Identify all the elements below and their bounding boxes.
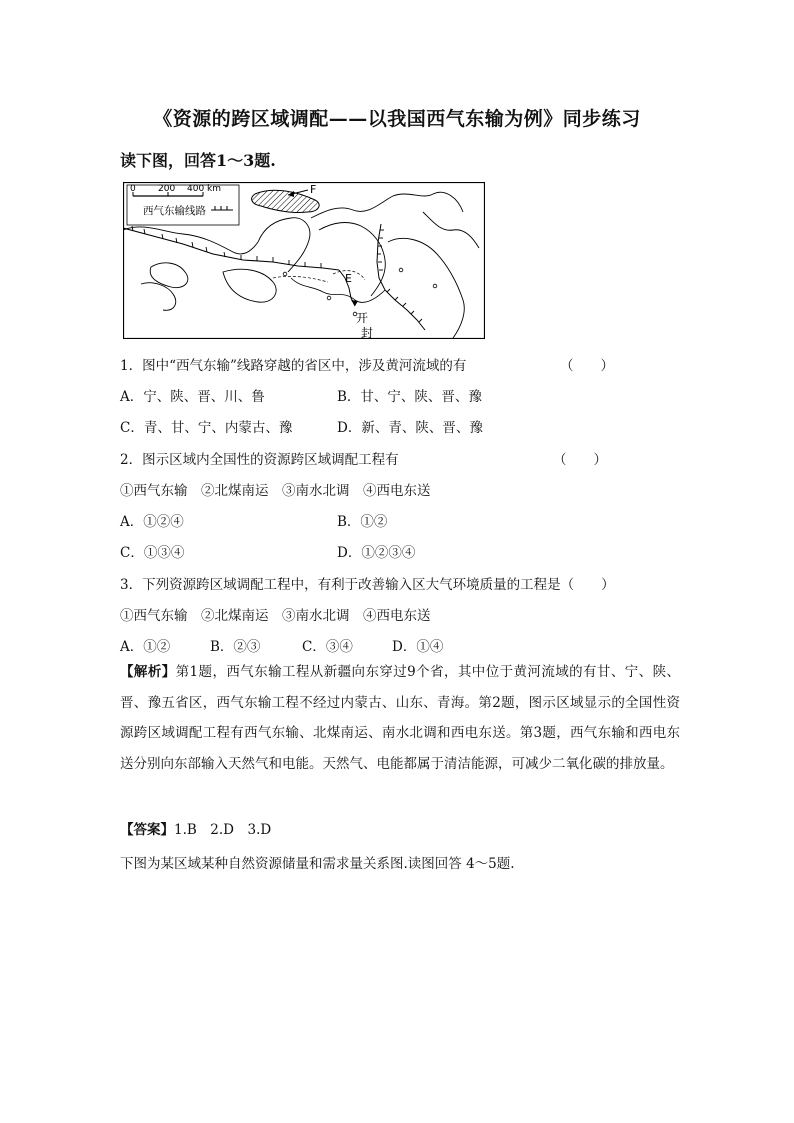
q1-stem: 1．图中“西气东输”线路穿越的省区中，涉及黄河流域的有 (120, 358, 467, 374)
q3-option-c: C．③④ (302, 639, 353, 655)
q3-option-a: A．①② (120, 639, 171, 655)
q1-option-d: D．新、青、陕、晋、豫 (337, 420, 483, 436)
q2-stem: 2．图示区域内全国性的资源跨区域调配工程有 (120, 452, 399, 468)
answer-head: 【答案】 (120, 822, 174, 838)
q2-option-d: D．①②③④ (337, 545, 416, 561)
intro-text: 读下图，回答1～3题. (120, 151, 276, 170)
next-section-intro: 下图为某区域某种自然资源储量和需求量关系图.读图回答 4～5题. (120, 856, 515, 872)
page-title: 《资源的跨区域调配——以我国西气东输为例》同步练习 (153, 108, 641, 130)
label-kai: 开 (356, 311, 369, 325)
scale-label-200: 200 (158, 184, 176, 194)
legend-label: 西气东输线路 (143, 205, 206, 217)
label-e: E (345, 272, 352, 285)
q3-option-b: B．②③ (210, 639, 261, 655)
q1-option-b: B．甘、宁、陕、晋、豫 (337, 389, 482, 405)
q1-option-a: A．宁、陕、晋、川、鲁 (120, 389, 265, 405)
label-feng: 封 (361, 326, 374, 339)
analysis-body: 第1题，西气东输工程从新疆向东穿过9个省，其中位于黄河流域的有甘、宁、陕、晋、豫五省区，西气东输工程不经过内蒙古、山东、青海。第2题，图示区域显示的全国性资源跨区域调配工程有西气东输、北煤南运、南水北调和西电东送。第3题，西气东输和西电东送分别向东部输入天然气和电能。天然气、电能都属于清洁能源，可减少二氧化碳的排放量。 (120, 664, 680, 772)
q2-option-c: C．①③④ (120, 545, 185, 561)
scale-label-400: 400 km (187, 184, 222, 194)
label-f: F (310, 183, 317, 196)
analysis-head: 【解析】 (120, 664, 176, 680)
q2-option-b: B．①② (337, 514, 388, 530)
answer-body: 1.B 2.D 3.D (174, 822, 272, 838)
q1-answer-paren: （ ） (560, 358, 614, 374)
analysis-paragraph (120, 657, 680, 779)
q3-stem: 3．下列资源跨区域调配工程中，有利于改善输入区大气环境质量的工程是（ ） (120, 577, 615, 593)
q2-answer-paren: （ ） (553, 452, 607, 468)
q2-option-a: A．①②④ (120, 514, 184, 530)
q3-option-d: D．①④ (392, 639, 444, 655)
q3-items: ①西气东输 ②北煤南运 ③南水北调 ④西电东送 (120, 608, 431, 624)
q2-items: ①西气东输 ②北煤南运 ③南水北调 ④西电东送 (120, 483, 431, 499)
answer-line (120, 818, 271, 838)
pipeline-map (123, 182, 485, 339)
scale-label-0: 0 (130, 184, 136, 194)
q1-option-c: C．青、甘、宁、内蒙古、豫 (120, 420, 293, 436)
